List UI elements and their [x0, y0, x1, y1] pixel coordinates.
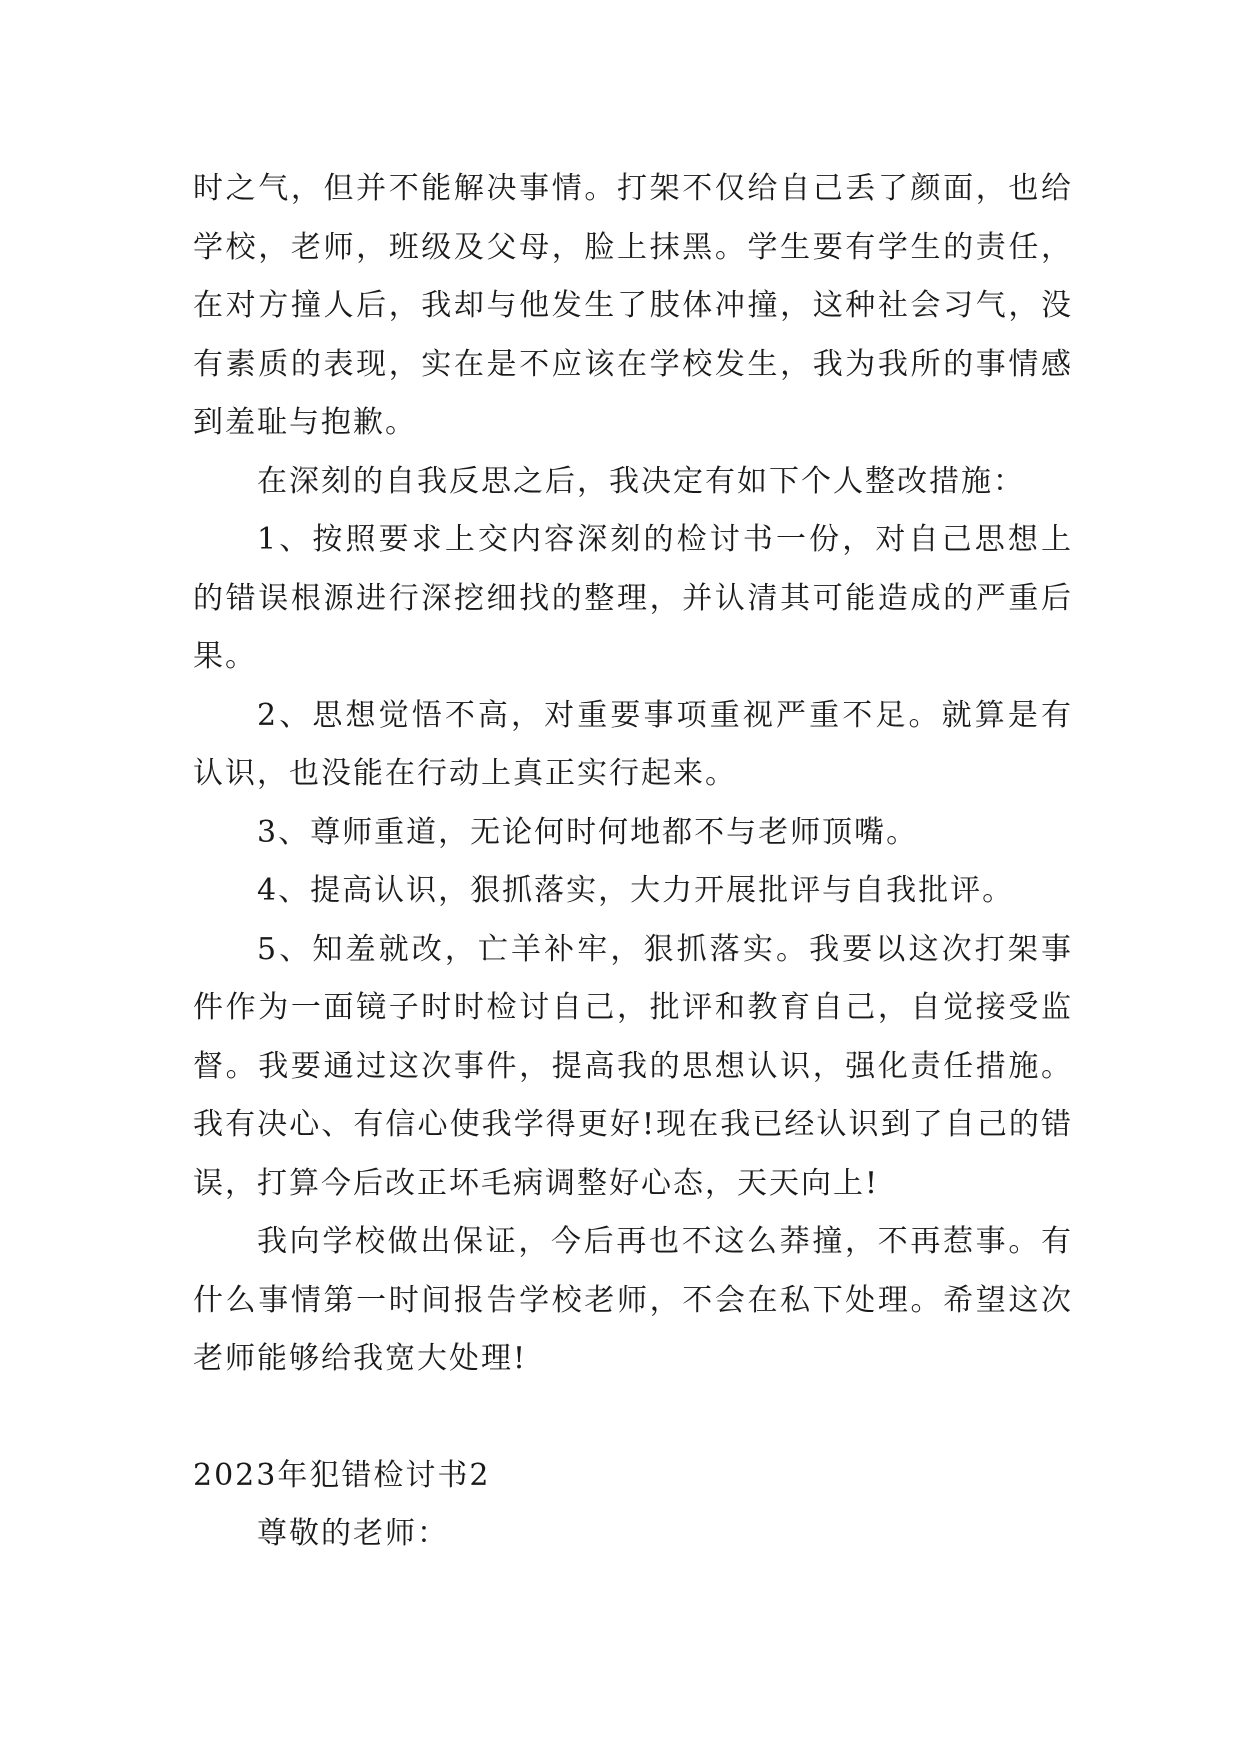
list-item: 1、按照要求上交内容深刻的检讨书一份，对自己思想上的错误根源进行深挖细找的整理，并认清其可能造成的严重后果。 — [193, 522, 1073, 674]
list-item: 4、提高认识，狠抓落实，大力开展批评与自我批评。 — [257, 873, 1015, 908]
paragraph: 时之气，但并不能解决事情。打架不仅给自己丢了颜面，也给学校，老师，班级及父母，脸上抹黑。学生要有学生的责任，在对方撞人后，我却与他发生了肢体冲撞，这种社会习气，没有素质的表现，实在是不应该在学校发生，我为我所的事情感到羞耻与抱歉。 — [193, 171, 1073, 440]
document-body — [193, 160, 1073, 1564]
list-item: 3、尊师重道，无论何时何地都不与老师顶嘴。 — [257, 814, 919, 850]
section-title: 2023年犯错检讨书2 — [193, 1457, 491, 1493]
paragraph: 在深刻的自我反思之后，我决定有如下个人整改措施： — [257, 463, 1025, 499]
paragraph: 我向学校做出保证，今后再也不这么莽撞，不再惹事。有什么事情第一时间报告学校老师，不会在私下处理。希望这次老师能够给我宽大处理! — [193, 1224, 1073, 1376]
list-item: 5、知羞就改，亡羊补牢，狠抓落实。我要以这次打架事件作为一面镜子时时检讨自己，批评和教育自己，自觉接受监督。我要通过这次事件，提高我的思想认识，强化责任措施。我有决心、有信心使我学得更好!现在我已经认识到了自己的错误，打算今后改正坏毛病调整好心态，天天向上! — [193, 931, 1073, 1201]
list-item: 2、思想觉悟不高，对重要事项重视严重不足。就算是有认识，也没能在行动上真正实行起来。 — [193, 697, 1073, 791]
salutation: 尊敬的老师： — [257, 1516, 449, 1551]
